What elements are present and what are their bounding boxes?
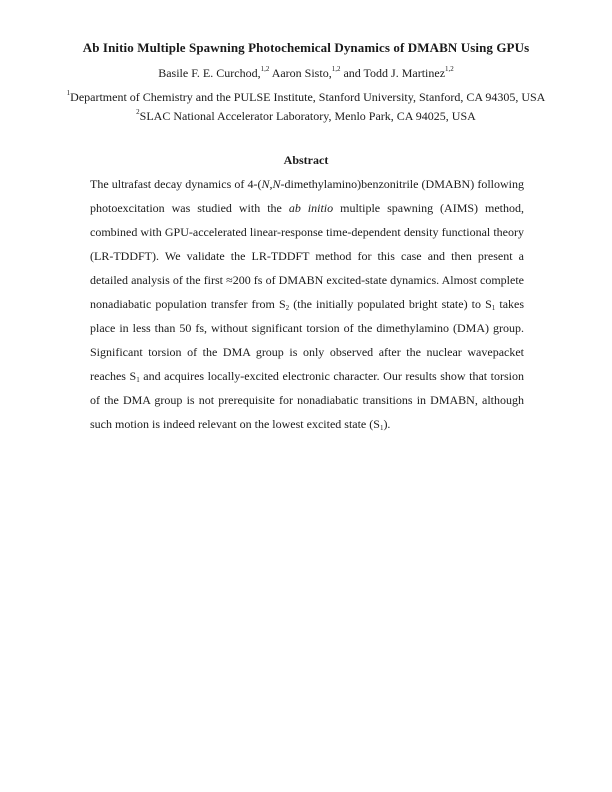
abstract-line	[90, 412, 524, 436]
abstract-text: nonadiabatic population transfer from S	[90, 297, 286, 311]
author-affiliation-marker: 1,2	[445, 65, 454, 73]
abstract-line	[90, 196, 524, 220]
author-name: Basile F. E. Curchod,	[158, 66, 261, 80]
abstract-text: and acquires locally-excited electronic character. Our results show that torsion	[139, 369, 524, 383]
abstract-text: multiple spawning (AIMS) method,	[333, 201, 525, 215]
abstract-line: combined with GPU-accelerated linear-response time-dependent density functional theory	[90, 225, 524, 239]
author-affiliation-marker: 1,2	[331, 65, 341, 73]
state-subscript: 1	[379, 424, 384, 432]
abstract-line	[90, 172, 524, 196]
abstract-text: ).	[383, 417, 391, 431]
author-name: Aaron Sisto,	[271, 66, 332, 80]
abstract-line: (LR-TDDFT). We validate the LR-TDDFT method for this case and then present a	[90, 249, 524, 263]
abstract-heading: Abstract	[283, 153, 329, 167]
abstract-line: Significant torsion of the DMA group is only observed after the nuclear wavepacket	[90, 345, 524, 359]
abstract-line	[90, 292, 524, 316]
abstract-text: photoexcitation was studied with the	[90, 201, 289, 215]
state-subscript: 1	[136, 376, 140, 384]
abstract-text: (the initially populated bright state) to S	[289, 297, 492, 311]
state-subscript: 2	[285, 304, 290, 312]
abstract-text: takes	[495, 297, 525, 311]
abstract-italic-text: N,N	[261, 177, 281, 191]
abstract-body	[90, 172, 524, 436]
author-list	[0, 66, 612, 81]
state-subscript: 1	[491, 304, 496, 312]
abstract-text: -dimethylamino)benzonitrile (DMABN) following	[280, 177, 524, 191]
abstract-text: reaches S	[90, 369, 137, 383]
affiliation-marker: 2	[136, 108, 140, 116]
abstract-line: detailed analysis of the first ≈200 fs of DMABN excited-state dynamics. Almost complete	[90, 273, 524, 287]
affiliation-text: Department of Chemistry and the PULSE Institute, Stanford University, Stanford, CA 94305, USA	[70, 90, 546, 104]
abstract-text: such motion is indeed relevant on the lowest excited state (S	[90, 417, 380, 431]
author-name: and Todd J. Martinez	[343, 66, 446, 80]
abstract-line: of the DMA group is not prerequisite for nonadiabatic transitions in DMABN, although	[90, 393, 524, 407]
affiliation-text: SLAC National Accelerator Laboratory, Menlo Park, CA 94025, USA	[139, 109, 476, 123]
paper-title: Ab Initio Multiple Spawning Photochemical Dynamics of DMABN Using GPUs	[82, 40, 530, 55]
abstract-text: The ultrafast decay dynamics of 4-(	[90, 177, 262, 191]
abstract-line: place in less than 50 fs, without significant torsion of the dimethylamino (DMA) group.	[90, 321, 524, 335]
affiliation-2	[0, 109, 612, 124]
abstract-line	[90, 364, 524, 388]
abstract-italic-text: ab initio	[288, 201, 334, 215]
affiliation-1	[0, 90, 612, 105]
author-affiliation-marker: 1,2	[260, 65, 270, 73]
affiliation-marker: 1	[66, 89, 71, 97]
